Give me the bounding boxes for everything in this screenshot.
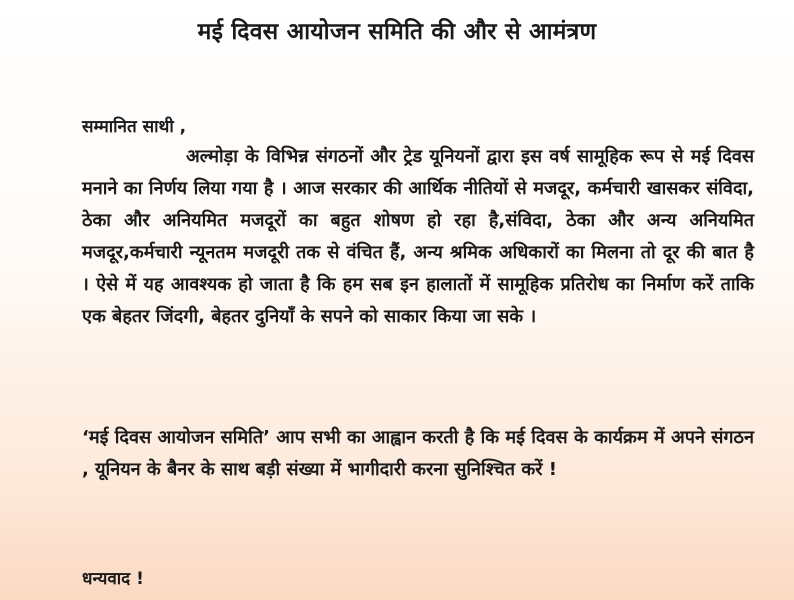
body-paragraph-2: ‘मई दिवस आयोजन समिति’ आप सभी का आह्वान करती है कि मई दिवस के कार्यक्रम में अपने संगठन , यूनियन के बैनर के साथ बड़ी संख्या में भागीदारी करना सुनिश्चित करें ! — [82, 427, 754, 480]
body-paragraph-1: अल्मोड़ा के विभिन्न संगठनों और ट्रेड यूनियनों द्वारा इस वर्ष सामूहिक रूप से मई दिवस मनाने का निर्णय लिया गया है । आज सरकार की आर्थिक नीतियों से मजदूर, कर्मचारी खासकर संविदा, ठेका और अनियमित मजदूरों का बहुत शोषण हो रहा है,संविदा, ठेका और अन्य अनियमित मजदूर,कर्मचारी न्यूनतम मजदूरी तक से वंचित हैं, अन्य श्रमिक अधिकारों का मिलना तो दूर की बात है । ऐसे में यह आवश्यक हो जाता है कि हम सब इन हालातों में सामूहिक प्रतिरोध का निर्माण करें ताकि एक बेहतर जिंदगी, बेहतर दुनियाँ के सपने को साकार किया जा सके । — [82, 146, 754, 327]
letter-title: मई दिवस आयोजन समिति की और से आमंत्रण — [197, 19, 597, 45]
salutation: सम्मानित साथी , — [82, 117, 187, 137]
closing-text: धन्यवाद ! — [82, 569, 144, 589]
